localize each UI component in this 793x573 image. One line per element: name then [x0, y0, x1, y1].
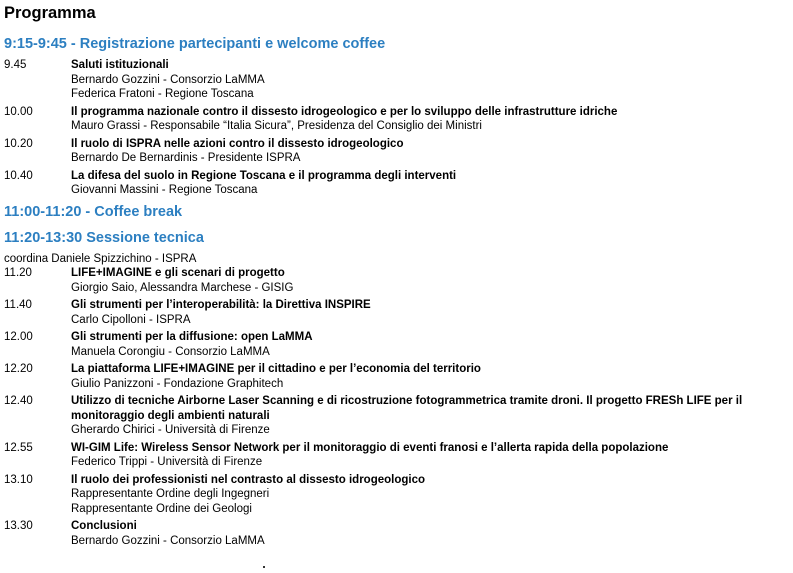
- item-speaker: Bernardo Gozzini - Consorzio LaMMA: [71, 73, 265, 86]
- program-item: [4, 330, 789, 359]
- program-item: [4, 266, 789, 295]
- item-time: 9.45: [4, 59, 27, 71]
- item-time: 13.30: [4, 520, 33, 532]
- item-title: Il programma nazionale contro il dissesto idrogeologico e per lo sviluppo delle infrastrutture idriche: [71, 105, 618, 118]
- item-speaker: Bernardo De Bernardinis - Presidente ISPRA: [71, 152, 301, 164]
- section-heading: 11:00-11:20 - Coffee break: [4, 203, 183, 220]
- program-item: [4, 519, 789, 548]
- item-title: LIFE+IMAGINE e gli scenari di progetto: [71, 267, 285, 279]
- program-item: [4, 58, 789, 102]
- item-body: [71, 441, 789, 470]
- item-speaker: Federico Trippi - Università di Firenze: [71, 456, 263, 468]
- program-item: [4, 473, 789, 517]
- item-title: Conclusioni: [71, 520, 137, 532]
- page-title: Programma: [4, 4, 96, 22]
- item-time: 10.00: [4, 105, 33, 118]
- item-speaker: Giovanni Massini - Regione Toscana: [71, 184, 258, 196]
- item-body: [71, 394, 789, 438]
- item-speaker: Mauro Grassi - Responsabile “Italia Sicura”, Presidenza del Consiglio dei Ministri: [71, 120, 482, 132]
- item-title: Il ruolo di ISPRA nelle azioni contro il dissesto idrogeologico: [71, 137, 404, 150]
- item-body: [71, 266, 789, 295]
- item-speaker: Bernardo Gozzini - Consorzio LaMMA: [71, 534, 265, 547]
- item-speaker: Federica Fratoni - Regione Toscana: [71, 88, 254, 100]
- item-body: [71, 298, 789, 327]
- item-speaker: Rappresentante Ordine degli Ingegneri: [71, 488, 270, 500]
- item-body: [71, 473, 789, 517]
- program-item: [4, 441, 789, 470]
- section-heading: 9:15-9:45 - Registrazione partecipanti e welcome coffee: [4, 36, 386, 52]
- item-body: [71, 137, 789, 166]
- item-body: [71, 105, 789, 134]
- item-title: WI-GIM Life: Wireless Sensor Network per il monitoraggio di eventi franosi e l’allerta rapida della popolazione: [71, 441, 669, 454]
- section-heading: 11:20-13:30 Sessione tecnica: [4, 229, 204, 246]
- program-item: [4, 298, 789, 327]
- item-time: 11.40: [4, 299, 32, 311]
- program-item: [4, 137, 789, 166]
- item-speaker: Giulio Panizzoni - Fondazione Graphitech: [71, 377, 284, 390]
- item-speaker: Manuela Corongiu - Consorzio LaMMA: [71, 345, 270, 358]
- item-body: [71, 58, 789, 102]
- program-item: [4, 394, 789, 438]
- item-title: Il ruolo dei professionisti nel contrasto al dissesto idrogeologico: [71, 473, 425, 486]
- item-body: [71, 362, 789, 391]
- item-time: 12.00: [4, 331, 33, 343]
- item-time: 12.40: [4, 395, 33, 407]
- item-speaker: Carlo Cipolloni - ISPRA: [71, 313, 191, 326]
- item-time: 10.20: [4, 137, 33, 150]
- item-body: [71, 330, 789, 359]
- item-time: 13.10: [4, 473, 33, 486]
- item-title: Saluti istituzionali: [71, 59, 169, 71]
- item-title: La piattaforma LIFE+IMAGINE per il cittadino e per l’economia del territorio: [71, 363, 481, 375]
- item-body: [71, 169, 789, 198]
- item-title: La difesa del suolo in Regione Toscana e il programma degli interventi: [71, 169, 457, 182]
- item-time: 11.20: [4, 267, 32, 279]
- item-body: [71, 519, 789, 548]
- item-speaker: Giorgio Saio, Alessandra Marchese - GISIG: [71, 281, 294, 294]
- program-item: [4, 169, 789, 198]
- program-blocks: [4, 34, 789, 548]
- item-speaker: Gherardo Chirici - Università di Firenze: [71, 424, 270, 436]
- session-coordinator: coordina Daniele Spizzichino - ISPRA: [4, 252, 197, 265]
- program-item: [4, 105, 789, 134]
- item-title: Utilizzo di tecniche Airborne Laser Scanning e di ricostruzione fotogrammetrica tramite droni. Il progetto FRESh LIFE per il monitoraggio degli ambienti naturali: [71, 395, 743, 422]
- item-speaker: Rappresentante Ordine dei Geologi: [71, 502, 252, 515]
- program-item: [4, 362, 789, 391]
- item-time: 10.40: [4, 169, 33, 182]
- item-time: 12.20: [4, 363, 33, 375]
- stray-dot: [263, 566, 265, 568]
- item-title: Gli strumenti per la diffusione: open LaMMA: [71, 331, 313, 343]
- program-document: [4, 0, 789, 551]
- item-title: Gli strumenti per l’interoperabilità: la Direttiva INSPIRE: [71, 299, 371, 311]
- item-time: 12.55: [4, 441, 33, 454]
